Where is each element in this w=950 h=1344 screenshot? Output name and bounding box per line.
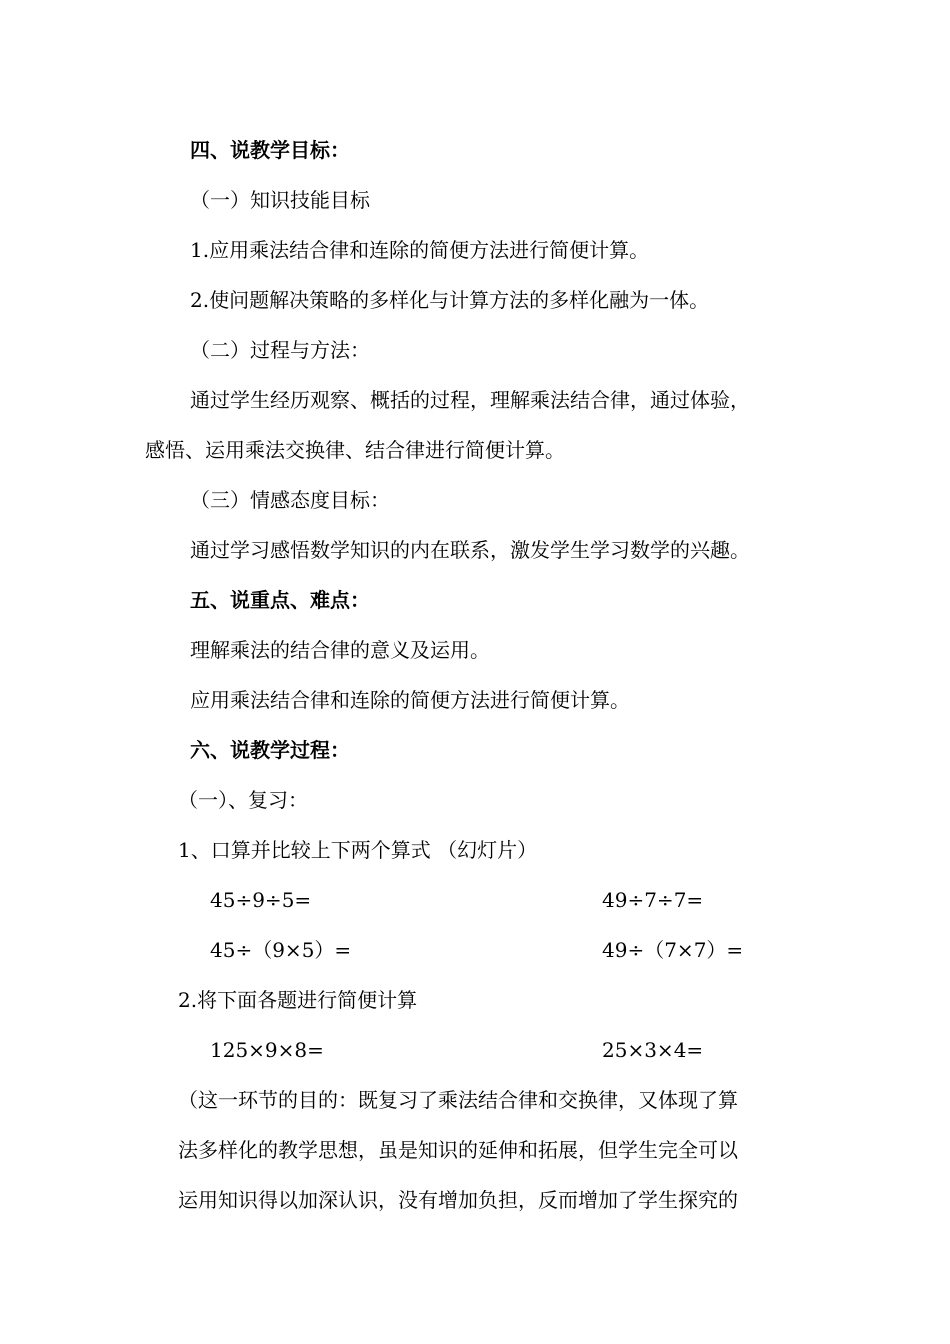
goal-item-2: 2.使问题解决策略的多样化与计算方法的多样化融为一体。 <box>190 288 710 312</box>
subheading-process-method: （二）过程与方法： <box>190 338 370 362</box>
subheading-emotion-attitude: （三）情感态度目标： <box>190 488 390 512</box>
process-paragraph-line-2: 感悟、运用乘法交换律、结合律进行简便计算。 <box>145 438 565 462</box>
expression-a1: 45÷9÷5= <box>210 888 312 912</box>
note-line-3: 运用知识得以加深认识，没有增加负担，反而增加了学生探究的 <box>178 1188 738 1212</box>
expression-a2: 45÷（9×5）= <box>210 938 352 962</box>
task-2-text: 2.将下面各题进行简便计算 <box>178 988 418 1012</box>
section-heading-teaching-process: 六、说教学过程： <box>190 738 350 762</box>
goal-item-1: 1.应用乘法结合律和连除的简便方法进行简便计算。 <box>190 238 650 262</box>
note-line-1: （这一环节的目的：既复习了乘法结合律和交换律，又体现了算 <box>178 1088 738 1112</box>
key-point-1: 理解乘法的结合律的意义及运用。 <box>190 638 490 662</box>
emotion-goal-text: 通过学习感悟数学知识的内在联系，激发学生学习数学的兴趣。 <box>190 538 750 562</box>
expression-c2: 25×3×4= <box>602 1038 704 1062</box>
note-line-2: 法多样化的教学思想，虽是知识的延伸和拓展，但学生完全可以 <box>178 1138 738 1162</box>
expression-b1: 49÷7÷7= <box>602 888 704 912</box>
key-point-2: 应用乘法结合律和连除的简便方法进行简便计算。 <box>190 688 630 712</box>
process-paragraph-line-1: 通过学生经历观察、概括的过程，理解乘法结合律，通过体验， <box>190 388 750 412</box>
section-heading-teaching-goals: 四、说教学目标： <box>190 138 350 162</box>
task-1-text: 1、口算并比较上下两个算式 （幻灯片） <box>178 838 538 862</box>
expression-c1: 125×9×8= <box>210 1038 324 1062</box>
subheading-knowledge-skills: （一）知识技能目标 <box>190 188 370 212</box>
subheading-review: （一）、复习： <box>178 788 308 812</box>
section-heading-key-points: 五、说重点、难点： <box>190 588 370 612</box>
expression-b2: 49÷（7×7）= <box>602 938 744 962</box>
